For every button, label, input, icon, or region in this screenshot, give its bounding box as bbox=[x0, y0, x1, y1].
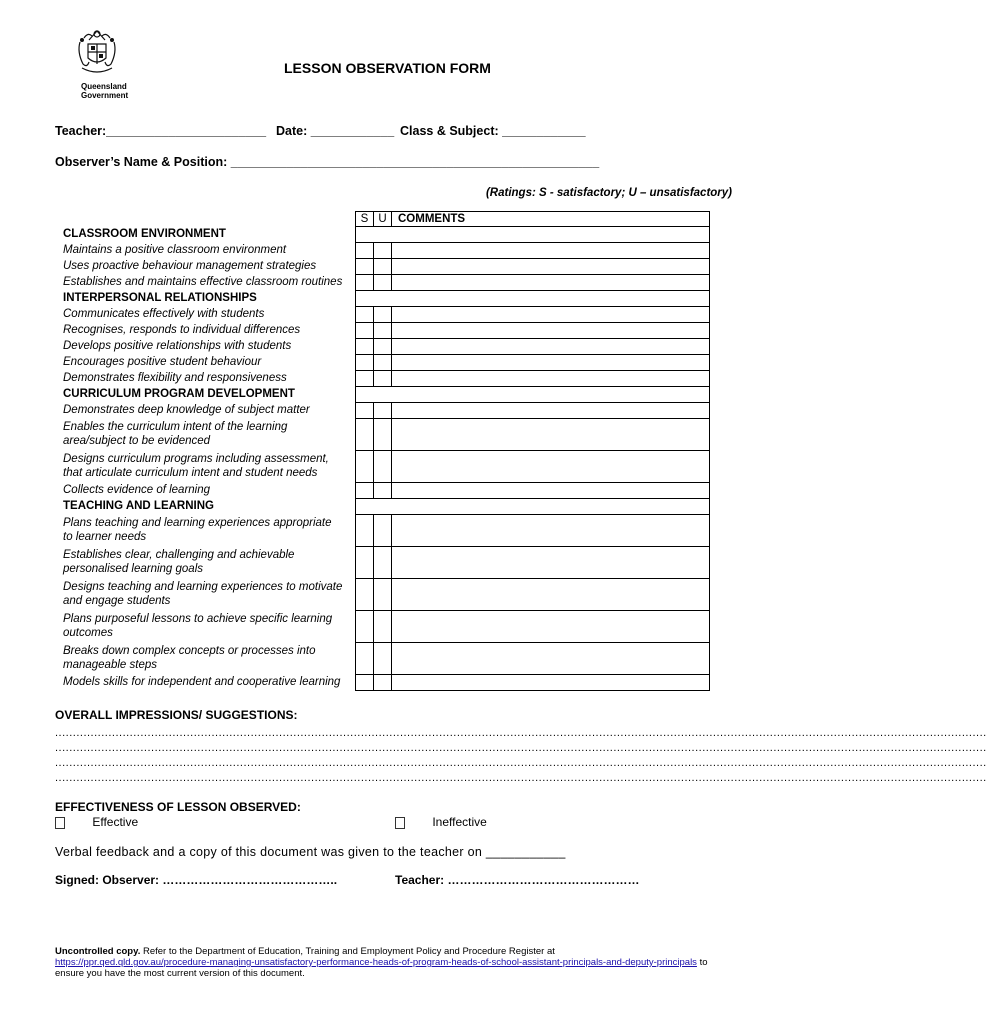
criteria-item-line: Maintains a positive classroom environment bbox=[63, 244, 287, 256]
comments-cell[interactable] bbox=[392, 275, 710, 291]
table-section-row bbox=[356, 387, 710, 403]
criteria-text bbox=[63, 644, 315, 672]
unsatisfactory-cell[interactable] bbox=[374, 451, 392, 483]
criteria-item-line: Demonstrates deep knowledge of subject matter bbox=[63, 404, 310, 416]
satisfactory-cell[interactable] bbox=[356, 371, 374, 387]
criteria-text bbox=[63, 499, 214, 513]
criteria-item bbox=[63, 450, 353, 482]
comments-cell[interactable] bbox=[392, 371, 710, 387]
criteria-text bbox=[63, 339, 291, 353]
criteria-text bbox=[63, 323, 300, 337]
criteria-item bbox=[63, 642, 353, 674]
suggestion-line-3[interactable]: ...................................................................................................................................................................................................................................................................... bbox=[55, 757, 987, 769]
option-effective[interactable] bbox=[55, 815, 138, 829]
criteria-item bbox=[63, 546, 353, 578]
criteria-item bbox=[63, 578, 353, 610]
criteria-text bbox=[63, 355, 261, 369]
comments-cell[interactable] bbox=[392, 643, 710, 675]
form-title: LESSON OBSERVATION FORM bbox=[284, 60, 491, 76]
criteria-item-line: Enables the curriculum intent of the learning bbox=[63, 421, 288, 433]
table-section-row bbox=[356, 291, 710, 307]
col-header-u: U bbox=[374, 212, 392, 227]
criteria-item bbox=[63, 482, 353, 498]
criteria-text bbox=[63, 243, 286, 257]
criteria-item bbox=[63, 258, 353, 274]
comments-cell[interactable] bbox=[392, 611, 710, 643]
table-row bbox=[356, 275, 710, 291]
criteria-text bbox=[63, 371, 287, 385]
section-spacer-cell bbox=[356, 227, 710, 243]
option-ineffective[interactable] bbox=[395, 815, 487, 829]
comments-cell[interactable] bbox=[392, 515, 710, 547]
table-row bbox=[356, 515, 710, 547]
table-row bbox=[356, 403, 710, 419]
criteria-section bbox=[63, 226, 353, 242]
criteria-item bbox=[63, 610, 353, 642]
footer-bold: Uncontrolled copy. bbox=[55, 946, 141, 957]
logo-line-2: Government bbox=[81, 91, 129, 100]
table-row bbox=[356, 483, 710, 499]
comments-cell[interactable] bbox=[392, 547, 710, 579]
criteria-text bbox=[63, 612, 332, 640]
comments-cell[interactable] bbox=[392, 339, 710, 355]
unsatisfactory-cell[interactable] bbox=[374, 611, 392, 643]
table-section-row bbox=[356, 227, 710, 243]
criteria-item-line: Plans teaching and learning experiences appropriate bbox=[63, 517, 332, 529]
observer-field[interactable]: Observer’s Name & Position: _____________________________________________________ bbox=[55, 155, 600, 169]
table-row bbox=[356, 259, 710, 275]
criteria-text bbox=[63, 548, 294, 576]
criteria-list bbox=[63, 226, 353, 690]
criteria-item bbox=[63, 242, 353, 258]
footer-text: Refer to the Department of Education, Training and Employment Policy and Procedure Register at bbox=[140, 946, 555, 957]
criteria-item-line: Collects evidence of learning bbox=[63, 484, 211, 496]
verbal-feedback-line[interactable]: Verbal feedback and a copy of this document was given to the teacher on ___________ bbox=[55, 845, 566, 859]
satisfactory-cell[interactable] bbox=[356, 483, 374, 499]
criteria-text bbox=[63, 275, 342, 289]
table-row bbox=[356, 547, 710, 579]
satisfactory-cell[interactable] bbox=[356, 451, 374, 483]
criteria-text bbox=[63, 307, 264, 321]
table-row bbox=[356, 323, 710, 339]
option-effective-label: Effective bbox=[92, 815, 139, 829]
criteria-item bbox=[63, 674, 353, 690]
criteria-text bbox=[63, 675, 340, 689]
table-row bbox=[356, 339, 710, 355]
logo-line-1: Queensland bbox=[81, 82, 127, 91]
criteria-text bbox=[63, 259, 316, 273]
criteria-section bbox=[63, 498, 353, 514]
policy-link[interactable]: https://ppr.qed.qld.gov.au/procedure-managing-unsatisfactory-performance-heads-of-program-heads-of-school-assistant-principals-and-deputy-principals bbox=[55, 957, 697, 968]
criteria-item-line: that articulate curriculum intent and student needs bbox=[63, 467, 318, 479]
overall-impressions-title: OVERALL IMPRESSIONS/ SUGGESTIONS: bbox=[55, 708, 298, 722]
criteria-text bbox=[63, 420, 287, 448]
table-section-row bbox=[356, 499, 710, 515]
criteria-text bbox=[63, 516, 332, 544]
unsatisfactory-cell[interactable] bbox=[374, 675, 392, 691]
satisfactory-cell[interactable] bbox=[356, 339, 374, 355]
unsatisfactory-cell[interactable] bbox=[374, 371, 392, 387]
table-row bbox=[356, 675, 710, 691]
satisfactory-cell[interactable] bbox=[356, 323, 374, 339]
satisfactory-cell[interactable] bbox=[356, 515, 374, 547]
criteria-item bbox=[63, 370, 353, 386]
satisfactory-cell[interactable] bbox=[356, 307, 374, 323]
unsatisfactory-cell[interactable] bbox=[374, 307, 392, 323]
criteria-text bbox=[63, 227, 226, 241]
comments-cell[interactable] bbox=[392, 419, 710, 451]
criteria-item-line: Uses proactive behaviour management strategies bbox=[63, 260, 317, 272]
comments-cell[interactable] bbox=[392, 307, 710, 323]
table-row bbox=[356, 419, 710, 451]
criteria-item-line: manageable steps bbox=[63, 659, 157, 671]
criteria-item-line: Plans purposeful lessons to achieve specific learning bbox=[63, 613, 333, 625]
signed-observer[interactable]: Signed: Observer: …………………………………….. bbox=[55, 873, 338, 887]
criteria-text bbox=[63, 580, 342, 608]
queensland-government-logo bbox=[76, 26, 138, 104]
criteria-section-label: INTERPERSONAL RELATIONSHIPS bbox=[63, 292, 257, 304]
criteria-item bbox=[63, 418, 353, 450]
satisfactory-cell[interactable] bbox=[356, 355, 374, 371]
signed-teacher[interactable]: Teacher: ………………………………………… bbox=[395, 873, 640, 887]
suggestion-line-4[interactable]: ...................................................................................................................................................................................................................................................................... bbox=[55, 772, 987, 784]
criteria-text bbox=[63, 403, 310, 417]
criteria-item-line: area/subject to be evidenced bbox=[63, 435, 211, 447]
ratings-table bbox=[355, 211, 710, 691]
criteria-section-label: CURRICULUM PROGRAM DEVELOPMENT bbox=[63, 388, 295, 400]
criteria-item-line: personalised learning goals bbox=[63, 563, 204, 575]
criteria-item-line: Demonstrates flexibility and responsiveness bbox=[63, 372, 287, 384]
criteria-text bbox=[63, 483, 210, 497]
criteria-item-line: Develops positive relationships with students bbox=[63, 340, 292, 352]
criteria-item bbox=[63, 402, 353, 418]
unsatisfactory-cell[interactable] bbox=[374, 515, 392, 547]
criteria-item-line: outcomes bbox=[63, 627, 113, 639]
unsatisfactory-cell[interactable] bbox=[374, 483, 392, 499]
ratings-note: (Ratings: S - satisfactory; U – unsatisfactory) bbox=[485, 187, 732, 199]
option-ineffective-label: Ineffective bbox=[432, 815, 487, 829]
criteria-item-line: to learner needs bbox=[63, 531, 147, 543]
col-header-comments: COMMENTS bbox=[392, 212, 710, 227]
criteria-item-line: Establishes and maintains effective classroom routines bbox=[63, 276, 343, 288]
unsatisfactory-cell[interactable] bbox=[374, 275, 392, 291]
criteria-section bbox=[63, 290, 353, 306]
criteria-item-line: Establishes clear, challenging and achievable bbox=[63, 549, 295, 561]
unsatisfactory-cell[interactable] bbox=[374, 547, 392, 579]
satisfactory-cell[interactable] bbox=[356, 403, 374, 419]
suggestion-line-2[interactable]: ...................................................................................................................................................................................................................................................................... bbox=[55, 742, 987, 754]
table-row bbox=[356, 579, 710, 611]
unsatisfactory-cell[interactable] bbox=[374, 323, 392, 339]
footer-tail: to ensure you have the most current version of this document. bbox=[55, 957, 708, 979]
criteria-item-line: Encourages positive student behaviour bbox=[63, 356, 262, 368]
table-row bbox=[356, 243, 710, 259]
effectiveness-title: EFFECTIVENESS OF LESSON OBSERVED: bbox=[55, 800, 301, 814]
criteria-item-line: Communicates effectively with students bbox=[63, 308, 265, 320]
suggestion-line-1[interactable]: ...................................................................................................................................................................................................................................................................... bbox=[55, 727, 987, 739]
criteria-item-line: Models skills for independent and cooperative learning bbox=[63, 676, 341, 688]
criteria-section-label: TEACHING AND LEARNING bbox=[63, 500, 214, 512]
unsatisfactory-cell[interactable] bbox=[374, 355, 392, 371]
satisfactory-cell[interactable] bbox=[356, 579, 374, 611]
comments-cell[interactable] bbox=[392, 579, 710, 611]
unsatisfactory-cell[interactable] bbox=[374, 243, 392, 259]
satisfactory-cell[interactable] bbox=[356, 275, 374, 291]
section-spacer-cell bbox=[356, 499, 710, 515]
criteria-text bbox=[63, 452, 329, 480]
comments-cell[interactable] bbox=[392, 403, 710, 419]
table-row bbox=[356, 371, 710, 387]
comments-cell[interactable] bbox=[392, 483, 710, 499]
table-row bbox=[356, 307, 710, 323]
satisfactory-cell[interactable] bbox=[356, 675, 374, 691]
footer-notice bbox=[55, 946, 735, 979]
table-row bbox=[356, 451, 710, 483]
unsatisfactory-cell[interactable] bbox=[374, 259, 392, 275]
teacher-field[interactable]: Teacher:_______________________ bbox=[55, 124, 267, 138]
unsatisfactory-cell[interactable] bbox=[374, 419, 392, 451]
section-spacer-cell bbox=[356, 291, 710, 307]
effective-checkbox[interactable] bbox=[55, 817, 65, 829]
comments-cell[interactable] bbox=[392, 451, 710, 483]
criteria-text bbox=[63, 291, 257, 305]
comments-cell[interactable] bbox=[392, 675, 710, 691]
criteria-item bbox=[63, 306, 353, 322]
ratings-table-header bbox=[356, 212, 710, 227]
criteria-item bbox=[63, 322, 353, 338]
criteria-item-line: Designs teaching and learning experiences to motivate bbox=[63, 581, 343, 593]
coat-of-arms-icon bbox=[76, 26, 118, 78]
section-spacer-cell bbox=[356, 387, 710, 403]
criteria-item-line: Designs curriculum programs including assessment, bbox=[63, 453, 329, 465]
criteria-item bbox=[63, 274, 353, 290]
comments-cell[interactable] bbox=[392, 243, 710, 259]
criteria-item bbox=[63, 514, 353, 546]
logo-wordmark bbox=[81, 82, 128, 100]
class-subject-field[interactable]: Class & Subject: ____________ bbox=[400, 124, 586, 138]
comments-cell[interactable] bbox=[392, 355, 710, 371]
criteria-item-line: Recognises, responds to individual differences bbox=[63, 324, 301, 336]
unsatisfactory-cell[interactable] bbox=[374, 339, 392, 355]
criteria-item bbox=[63, 354, 353, 370]
table-row bbox=[356, 355, 710, 371]
satisfactory-cell[interactable] bbox=[356, 259, 374, 275]
criteria-item-line: Breaks down complex concepts or processes into bbox=[63, 645, 316, 657]
table-row bbox=[356, 611, 710, 643]
satisfactory-cell[interactable] bbox=[356, 643, 374, 675]
col-header-s: S bbox=[356, 212, 374, 227]
satisfactory-cell[interactable] bbox=[356, 419, 374, 451]
satisfactory-cell[interactable] bbox=[356, 243, 374, 259]
comments-cell[interactable] bbox=[392, 259, 710, 275]
unsatisfactory-cell[interactable] bbox=[374, 643, 392, 675]
satisfactory-cell[interactable] bbox=[356, 547, 374, 579]
criteria-section bbox=[63, 386, 353, 402]
table-row bbox=[356, 643, 710, 675]
date-field[interactable]: Date: ____________ bbox=[276, 124, 395, 138]
criteria-item bbox=[63, 338, 353, 354]
unsatisfactory-cell[interactable] bbox=[374, 403, 392, 419]
unsatisfactory-cell[interactable] bbox=[374, 579, 392, 611]
criteria-text bbox=[63, 387, 295, 401]
ineffective-checkbox[interactable] bbox=[395, 817, 405, 829]
criteria-item-line: and engage students bbox=[63, 595, 171, 607]
criteria-section-label: CLASSROOM ENVIRONMENT bbox=[63, 228, 226, 240]
satisfactory-cell[interactable] bbox=[356, 611, 374, 643]
comments-cell[interactable] bbox=[392, 323, 710, 339]
